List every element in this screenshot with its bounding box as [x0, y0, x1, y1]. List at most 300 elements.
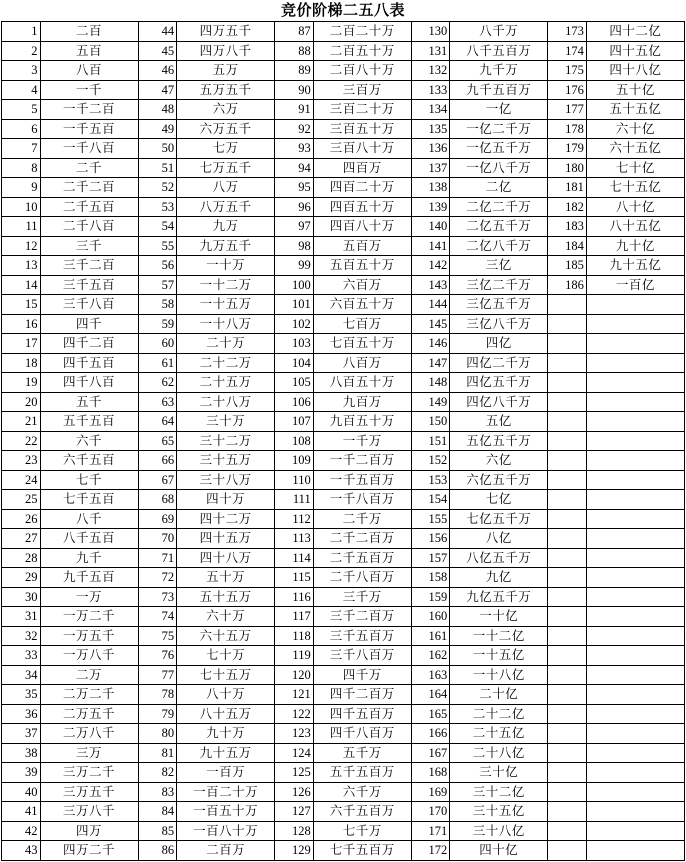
row-index-cell: 26 — [2, 509, 41, 529]
row-index-cell: 132 — [411, 61, 450, 81]
row-index-cell: 94 — [275, 158, 314, 178]
row-index-cell: 81 — [138, 743, 177, 763]
amount-cell: 八亿 — [450, 529, 548, 549]
row-index-cell: 22 — [2, 431, 41, 451]
row-index-cell: 102 — [275, 314, 314, 334]
amount-cell: 七万五千 — [177, 158, 275, 178]
row-index-cell: 35 — [2, 685, 41, 705]
row-index-cell: 21 — [2, 412, 41, 432]
amount-cell: 二十万 — [177, 334, 275, 354]
amount-cell: 五千 — [40, 392, 138, 412]
row-index-cell: 31 — [2, 607, 41, 627]
row-index-cell: 69 — [138, 509, 177, 529]
row-index-cell: 30 — [2, 587, 41, 607]
row-index-cell: 97 — [275, 217, 314, 237]
row-index-cell — [548, 665, 587, 685]
row-index-cell: 156 — [411, 529, 450, 549]
row-index-cell: 63 — [138, 392, 177, 412]
amount-cell: 一亿 — [450, 100, 548, 120]
amount-cell: 二万五千 — [40, 704, 138, 724]
row-index-cell: 96 — [275, 197, 314, 217]
amount-cell: 四十八万 — [177, 548, 275, 568]
amount-cell: 九千五百万 — [450, 80, 548, 100]
amount-cell: 五百五十万 — [313, 256, 411, 276]
table-row — [2, 139, 685, 159]
row-index-cell: 137 — [411, 158, 450, 178]
row-index-cell: 128 — [275, 821, 314, 841]
amount-cell: 四十八亿 — [586, 61, 684, 81]
row-index-cell: 99 — [275, 256, 314, 276]
amount-cell: 二百 — [40, 22, 138, 42]
table-row — [2, 100, 685, 120]
row-index-cell: 146 — [411, 334, 450, 354]
amount-cell: 九十五万 — [177, 743, 275, 763]
row-index-cell: 57 — [138, 275, 177, 295]
amount-cell — [586, 841, 684, 861]
row-index-cell: 86 — [138, 841, 177, 861]
row-index-cell: 163 — [411, 665, 450, 685]
amount-cell — [586, 490, 684, 510]
amount-cell: 二十五亿 — [450, 724, 548, 744]
amount-cell: 四亿二千万 — [450, 353, 548, 373]
amount-cell: 二千五百 — [40, 197, 138, 217]
amount-cell: 二亿 — [450, 178, 548, 198]
amount-cell: 二千 — [40, 158, 138, 178]
row-index-cell: 71 — [138, 548, 177, 568]
row-index-cell: 109 — [275, 451, 314, 471]
row-index-cell: 152 — [411, 451, 450, 471]
row-index-cell: 153 — [411, 470, 450, 490]
row-index-cell: 116 — [275, 587, 314, 607]
amount-cell: 五万五千 — [177, 80, 275, 100]
row-index-cell: 111 — [275, 490, 314, 510]
amount-cell: 三十万 — [177, 412, 275, 432]
row-index-cell: 64 — [138, 412, 177, 432]
amount-cell: 一十五万 — [177, 295, 275, 315]
row-index-cell: 138 — [411, 178, 450, 198]
amount-cell — [586, 470, 684, 490]
row-index-cell — [548, 704, 587, 724]
row-index-cell: 91 — [275, 100, 314, 120]
row-index-cell: 135 — [411, 119, 450, 139]
amount-cell: 七十五亿 — [586, 178, 684, 198]
amount-cell: 二十八万 — [177, 392, 275, 412]
amount-cell: 九十万 — [177, 724, 275, 744]
row-index-cell — [548, 392, 587, 412]
table-row — [2, 509, 685, 529]
amount-cell — [586, 568, 684, 588]
row-index-cell: 113 — [275, 529, 314, 549]
row-index-cell: 2 — [2, 41, 41, 61]
row-index-cell: 79 — [138, 704, 177, 724]
amount-cell: 四十二万 — [177, 509, 275, 529]
amount-cell: 五十五万 — [177, 587, 275, 607]
row-index-cell: 108 — [275, 431, 314, 451]
row-index-cell: 117 — [275, 607, 314, 627]
row-index-cell: 19 — [2, 373, 41, 393]
row-index-cell: 186 — [548, 275, 587, 295]
table-row — [2, 665, 685, 685]
row-index-cell — [548, 724, 587, 744]
amount-cell: 六万 — [177, 100, 275, 120]
row-index-cell: 4 — [2, 80, 41, 100]
amount-cell — [586, 392, 684, 412]
amount-cell: 一十二万 — [177, 275, 275, 295]
row-index-cell: 8 — [2, 158, 41, 178]
amount-cell: 六千万 — [313, 782, 411, 802]
amount-cell: 三百八十万 — [313, 139, 411, 159]
row-index-cell: 92 — [275, 119, 314, 139]
amount-cell: 二千八百万 — [313, 568, 411, 588]
row-index-cell: 34 — [2, 665, 41, 685]
row-index-cell: 67 — [138, 470, 177, 490]
table-row — [2, 802, 685, 822]
amount-cell: 八十亿 — [586, 197, 684, 217]
amount-cell: 三十五万 — [177, 451, 275, 471]
row-index-cell: 9 — [2, 178, 41, 198]
table-row — [2, 22, 685, 42]
amount-cell: 一万二千 — [40, 607, 138, 627]
row-index-cell — [548, 626, 587, 646]
amount-cell: 八十万 — [177, 685, 275, 705]
amount-cell: 三亿二千万 — [450, 275, 548, 295]
row-index-cell: 120 — [275, 665, 314, 685]
row-index-cell: 175 — [548, 61, 587, 81]
row-index-cell: 48 — [138, 100, 177, 120]
row-index-cell: 107 — [275, 412, 314, 432]
row-index-cell: 125 — [275, 763, 314, 783]
row-index-cell: 17 — [2, 334, 41, 354]
amount-cell: 六十万 — [177, 607, 275, 627]
amount-cell: 二十二万 — [177, 353, 275, 373]
row-index-cell — [548, 470, 587, 490]
row-index-cell: 134 — [411, 100, 450, 120]
row-index-cell: 87 — [275, 22, 314, 42]
amount-cell: 二十二亿 — [450, 704, 548, 724]
amount-cell: 七十万 — [177, 646, 275, 666]
table-row — [2, 334, 685, 354]
amount-cell: 八百 — [40, 61, 138, 81]
row-index-cell: 15 — [2, 295, 41, 315]
row-index-cell: 53 — [138, 197, 177, 217]
row-index-cell: 74 — [138, 607, 177, 627]
row-index-cell — [548, 685, 587, 705]
table-row — [2, 41, 685, 61]
row-index-cell: 37 — [2, 724, 41, 744]
amount-cell: 七千五百 — [40, 490, 138, 510]
table-row — [2, 431, 685, 451]
row-index-cell: 85 — [138, 821, 177, 841]
amount-cell: 二千二百 — [40, 178, 138, 198]
row-index-cell — [548, 412, 587, 432]
table-row — [2, 197, 685, 217]
amount-cell: 四万五千 — [177, 22, 275, 42]
amount-cell: 五亿 — [450, 412, 548, 432]
amount-cell: 七百万 — [313, 314, 411, 334]
amount-cell: 五万 — [177, 61, 275, 81]
row-index-cell: 160 — [411, 607, 450, 627]
amount-cell: 五十亿 — [586, 80, 684, 100]
table-row — [2, 451, 685, 471]
amount-cell: 四十亿 — [450, 841, 548, 861]
row-index-cell: 45 — [138, 41, 177, 61]
row-index-cell: 155 — [411, 509, 450, 529]
amount-cell: 八十五万 — [177, 704, 275, 724]
amount-cell: 一千 — [40, 80, 138, 100]
amount-cell: 九十亿 — [586, 236, 684, 256]
row-index-cell: 104 — [275, 353, 314, 373]
amount-cell: 三百二十万 — [313, 100, 411, 120]
amount-cell: 七十五万 — [177, 665, 275, 685]
amount-cell: 四百二十万 — [313, 178, 411, 198]
amount-cell: 一亿二千万 — [450, 119, 548, 139]
row-index-cell: 162 — [411, 646, 450, 666]
row-index-cell: 127 — [275, 802, 314, 822]
row-index-cell: 89 — [275, 61, 314, 81]
row-index-cell: 27 — [2, 529, 41, 549]
amount-cell — [586, 607, 684, 627]
row-index-cell: 142 — [411, 256, 450, 276]
amount-cell: 二万 — [40, 665, 138, 685]
row-index-cell: 56 — [138, 256, 177, 276]
table-row — [2, 295, 685, 315]
row-index-cell — [548, 509, 587, 529]
row-index-cell: 65 — [138, 431, 177, 451]
amount-cell: 二亿二千万 — [450, 197, 548, 217]
row-index-cell — [548, 646, 587, 666]
row-index-cell: 98 — [275, 236, 314, 256]
amount-cell: 二百万 — [177, 841, 275, 861]
amount-cell: 八千五百万 — [450, 41, 548, 61]
amount-cell: 一亿八千万 — [450, 158, 548, 178]
row-index-cell — [548, 548, 587, 568]
row-index-cell: 49 — [138, 119, 177, 139]
amount-cell: 九千五百 — [40, 568, 138, 588]
amount-cell: 九万 — [177, 217, 275, 237]
amount-cell: 二千八百 — [40, 217, 138, 237]
table-row — [2, 119, 685, 139]
row-index-cell — [548, 743, 587, 763]
row-index-cell: 166 — [411, 724, 450, 744]
row-index-cell: 59 — [138, 314, 177, 334]
amount-cell: 五千五百万 — [313, 763, 411, 783]
amount-cell: 三万二千 — [40, 763, 138, 783]
row-index-cell: 136 — [411, 139, 450, 159]
row-index-cell: 32 — [2, 626, 41, 646]
amount-cell: 一千五百 — [40, 119, 138, 139]
row-index-cell: 95 — [275, 178, 314, 198]
amount-cell: 一百八十万 — [177, 821, 275, 841]
row-index-cell: 68 — [138, 490, 177, 510]
table-row — [2, 217, 685, 237]
table-row — [2, 841, 685, 861]
row-index-cell: 33 — [2, 646, 41, 666]
row-index-cell: 130 — [411, 22, 450, 42]
row-index-cell: 112 — [275, 509, 314, 529]
row-index-cell: 51 — [138, 158, 177, 178]
amount-cell: 四千万 — [313, 665, 411, 685]
row-index-cell: 25 — [2, 490, 41, 510]
amount-cell: 七千万 — [313, 821, 411, 841]
row-index-cell: 55 — [138, 236, 177, 256]
amount-cell: 二千五百万 — [313, 548, 411, 568]
row-index-cell: 82 — [138, 763, 177, 783]
page-title: 竞价阶梯二五八表 — [280, 3, 405, 19]
amount-cell: 八十五亿 — [586, 217, 684, 237]
table-row — [2, 724, 685, 744]
amount-cell: 一千二百万 — [313, 451, 411, 471]
row-index-cell: 177 — [548, 100, 587, 120]
row-index-cell: 119 — [275, 646, 314, 666]
row-index-cell — [548, 295, 587, 315]
row-index-cell: 12 — [2, 236, 41, 256]
amount-cell: 一十亿 — [450, 607, 548, 627]
amount-cell: 六千五百万 — [313, 802, 411, 822]
amount-cell: 六千五百 — [40, 451, 138, 471]
amount-cell: 六百万 — [313, 275, 411, 295]
table-row — [2, 236, 685, 256]
amount-cell — [586, 431, 684, 451]
amount-cell — [586, 626, 684, 646]
amount-cell — [586, 685, 684, 705]
table-row — [2, 353, 685, 373]
row-index-cell: 75 — [138, 626, 177, 646]
row-index-cell: 178 — [548, 119, 587, 139]
row-index-cell: 170 — [411, 802, 450, 822]
row-index-cell: 180 — [548, 158, 587, 178]
amount-cell: 一千八百万 — [313, 490, 411, 510]
row-index-cell: 11 — [2, 217, 41, 237]
row-index-cell: 181 — [548, 178, 587, 198]
amount-cell: 九百万 — [313, 392, 411, 412]
row-index-cell: 174 — [548, 41, 587, 61]
amount-cell: 九亿 — [450, 568, 548, 588]
amount-cell: 四十万 — [177, 490, 275, 510]
amount-cell: 八万 — [177, 178, 275, 198]
row-index-cell: 110 — [275, 470, 314, 490]
amount-cell: 三亿五千万 — [450, 295, 548, 315]
amount-cell — [586, 412, 684, 432]
amount-cell — [586, 353, 684, 373]
row-index-cell: 16 — [2, 314, 41, 334]
amount-cell: 九十五亿 — [586, 256, 684, 276]
row-index-cell: 182 — [548, 197, 587, 217]
row-index-cell: 131 — [411, 41, 450, 61]
row-index-cell: 148 — [411, 373, 450, 393]
row-index-cell: 24 — [2, 470, 41, 490]
amount-cell: 三千二百 — [40, 256, 138, 276]
row-index-cell: 103 — [275, 334, 314, 354]
amount-cell — [586, 529, 684, 549]
row-index-cell: 80 — [138, 724, 177, 744]
amount-cell — [586, 724, 684, 744]
amount-cell: 二百五十万 — [313, 41, 411, 61]
amount-cell: 四千 — [40, 314, 138, 334]
row-index-cell: 149 — [411, 392, 450, 412]
table-row — [2, 743, 685, 763]
table-row — [2, 685, 685, 705]
amount-cell: 六万五千 — [177, 119, 275, 139]
row-index-cell — [548, 802, 587, 822]
table-row — [2, 646, 685, 666]
amount-cell: 四千八百 — [40, 373, 138, 393]
amount-cell: 七千 — [40, 470, 138, 490]
row-index-cell: 158 — [411, 568, 450, 588]
amount-cell — [586, 334, 684, 354]
amount-cell: 九亿五千万 — [450, 587, 548, 607]
row-index-cell: 145 — [411, 314, 450, 334]
row-index-cell — [548, 314, 587, 334]
row-index-cell: 83 — [138, 782, 177, 802]
amount-cell: 四百万 — [313, 158, 411, 178]
amount-cell: 三千八百万 — [313, 646, 411, 666]
row-index-cell: 168 — [411, 763, 450, 783]
row-index-cell: 124 — [275, 743, 314, 763]
row-index-cell: 172 — [411, 841, 450, 861]
amount-cell: 三十亿 — [450, 763, 548, 783]
amount-cell: 七亿 — [450, 490, 548, 510]
amount-cell: 九千万 — [450, 61, 548, 81]
amount-cell: 五千万 — [313, 743, 411, 763]
row-index-cell: 167 — [411, 743, 450, 763]
amount-cell: 二百八十万 — [313, 61, 411, 81]
row-index-cell: 38 — [2, 743, 41, 763]
amount-cell: 六亿五千万 — [450, 470, 548, 490]
amount-cell: 四万二千 — [40, 841, 138, 861]
row-index-cell: 76 — [138, 646, 177, 666]
row-index-cell: 179 — [548, 139, 587, 159]
amount-cell: 三千二百万 — [313, 607, 411, 627]
amount-cell: 三亿八千万 — [450, 314, 548, 334]
amount-cell: 三千万 — [313, 587, 411, 607]
row-index-cell — [548, 490, 587, 510]
amount-cell: 二亿八千万 — [450, 236, 548, 256]
row-index-cell — [548, 529, 587, 549]
row-index-cell: 61 — [138, 353, 177, 373]
amount-cell: 三千八百 — [40, 295, 138, 315]
table-row — [2, 178, 685, 198]
row-index-cell: 157 — [411, 548, 450, 568]
amount-cell: 三十二万 — [177, 431, 275, 451]
row-index-cell: 144 — [411, 295, 450, 315]
table-row — [2, 275, 685, 295]
row-index-cell: 78 — [138, 685, 177, 705]
row-index-cell: 100 — [275, 275, 314, 295]
amount-cell: 一百亿 — [586, 275, 684, 295]
row-index-cell — [548, 763, 587, 783]
amount-cell: 二千万 — [313, 509, 411, 529]
amount-cell: 七千五百万 — [313, 841, 411, 861]
amount-cell: 二万二千 — [40, 685, 138, 705]
amount-cell: 一万八千 — [40, 646, 138, 666]
row-index-cell: 171 — [411, 821, 450, 841]
amount-cell: 六十五亿 — [586, 139, 684, 159]
amount-cell: 五十万 — [177, 568, 275, 588]
row-index-cell: 141 — [411, 236, 450, 256]
amount-cell: 二十五万 — [177, 373, 275, 393]
amount-cell: 六十亿 — [586, 119, 684, 139]
amount-cell: 三千 — [40, 236, 138, 256]
row-index-cell: 159 — [411, 587, 450, 607]
row-index-cell: 13 — [2, 256, 41, 276]
amount-cell — [586, 373, 684, 393]
row-index-cell: 184 — [548, 236, 587, 256]
row-index-cell: 58 — [138, 295, 177, 315]
table-row — [2, 782, 685, 802]
amount-cell: 五千五百 — [40, 412, 138, 432]
row-index-cell: 52 — [138, 178, 177, 198]
row-index-cell: 44 — [138, 22, 177, 42]
